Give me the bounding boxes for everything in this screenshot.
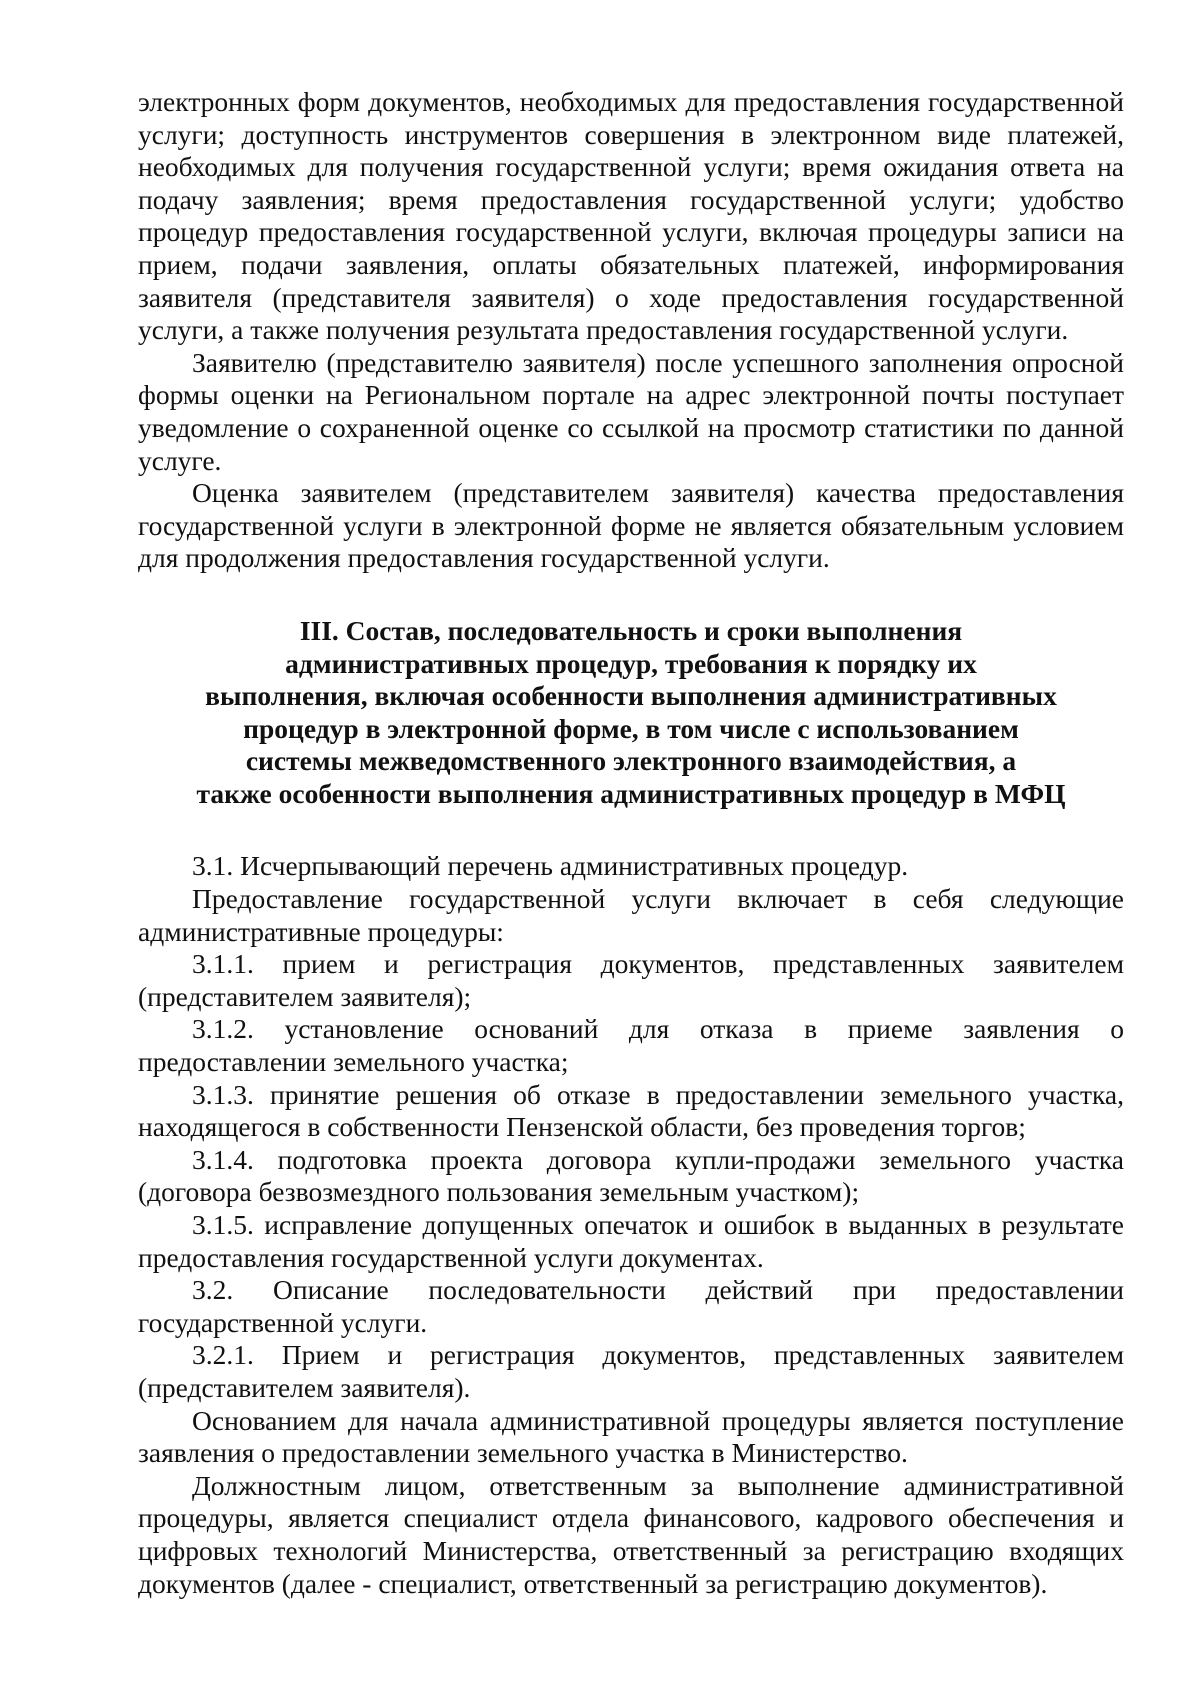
paragraph: электронных форм документов, необходимых для предоставления государственной услуги; доступность инструментов совершения в электронном виде платежей, необходимых для получения государственной услуги; время ожидания ответа на подачу заявления; время предоставления государственной услуги; удобство процедур предоставления государственной услуги, включая процедуры записи на прием, подачи заявления, оплаты обязательных платежей, информирования заявителя (представителя заявителя) о ходе предоставления государственной услуги, а также получения результата предоставления государственной услуги. bbox=[138, 86, 1124, 346]
paragraph: Должностным лицом, ответственным за выполнение административной процедуры, является специалист отдела финансового, кадрового обеспечения и цифровых технологий Министерства, ответственный за регистрацию входящих документов (далее - специалист, ответственный за регистрацию документов). bbox=[138, 1469, 1124, 1599]
paragraph: Заявителю (представителю заявителя) после успешного заполнения опросной формы оценки на Региональном портале на адрес электронной почты поступает уведомление о сохраненной оценке со ссылкой на просмотр статистики по данной услуге. bbox=[138, 346, 1124, 476]
list-item: 3.1.3. принятие решения об отказе в предоставлении земельного участка, находящегося в собственности Пензенской области, без проведения торгов; bbox=[138, 1078, 1124, 1143]
section-heading bbox=[138, 615, 1124, 811]
paragraph: Оценка заявителем (представителем заявителя) качества предоставления государственной услуги в электронной форме не является обязательным условием для продолжения предоставления государственной услуги. bbox=[138, 477, 1124, 574]
paragraph: 3.2. Описание последовательности действий при предоставлении государственной услуги. bbox=[138, 1274, 1124, 1338]
list-item: 3.1.5. исправление допущенных опечаток и ошибок в выданных в результате предоставления государственной услуги документах. bbox=[138, 1209, 1124, 1273]
section-heading-line: процедур в электронной форме, в том числе с использованием bbox=[243, 712, 1019, 744]
section-heading-line: выполнения, включая особенности выполнения административных bbox=[205, 680, 1057, 712]
section-heading-line: III. Состав, последовательность и сроки выполнения bbox=[299, 614, 963, 646]
paragraph: Предоставление государственной услуги включает в себя следующие административные процедуры: bbox=[138, 883, 1124, 947]
section-heading-line: системы межведомственного электронного взаимодействия, а bbox=[245, 745, 1017, 777]
list-item: 3.1.1. прием и регистрация документов, представленных заявителем (представителем заявителя); bbox=[138, 948, 1124, 1012]
section-heading-line: административных процедур, требования к порядку их bbox=[285, 647, 977, 679]
paragraph: 3.2.1. Прием и регистрация документов, представленных заявителем (представителем заявителя). bbox=[138, 1339, 1124, 1403]
document-page bbox=[138, 86, 1124, 1600]
paragraph: Основанием для начала административной процедуры является поступление заявления о предоставлении земельного участка в Министерство. bbox=[138, 1404, 1124, 1469]
paragraph: 3.1. Исчерпывающий перечень административных процедур. bbox=[192, 850, 909, 882]
list-item: 3.1.2. установление оснований для отказа в приеме заявления о предоставлении земельного участка; bbox=[138, 1013, 1124, 1078]
list-item: 3.1.4. подготовка проекта договора купли-продажи земельного участка (договора безвозмездного пользования земельным участком); bbox=[138, 1143, 1124, 1208]
section-heading-line: также особенности выполнения административных процедур в МФЦ bbox=[196, 777, 1066, 809]
